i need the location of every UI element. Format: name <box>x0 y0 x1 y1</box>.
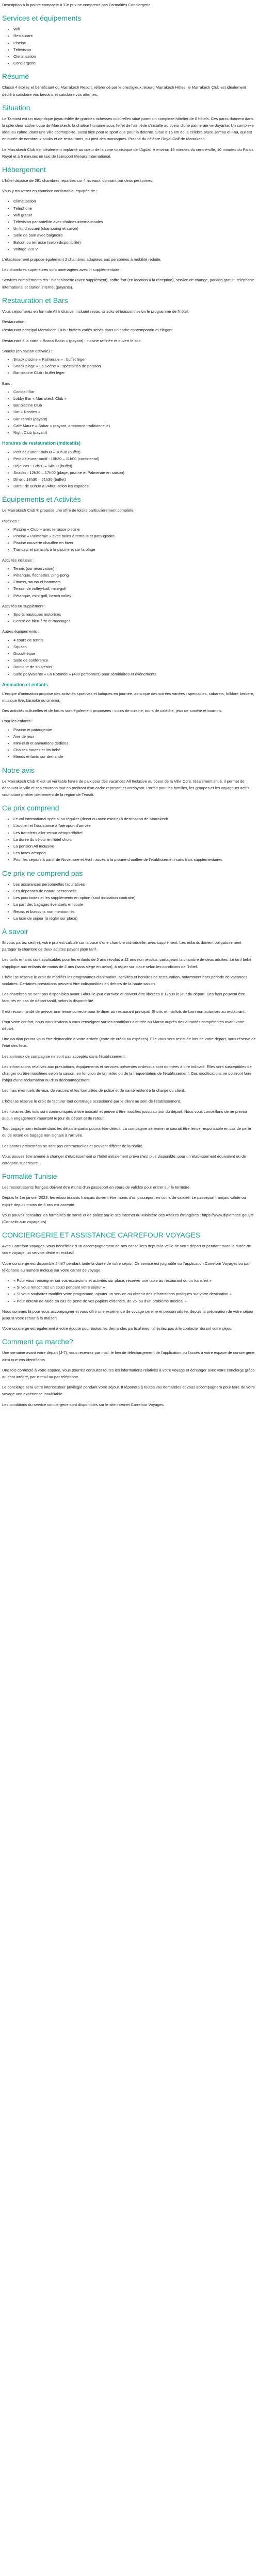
notre-avis-text: Le Marrakech Club ® est un véritable havre de paix pour des vacances All Inclusive au coeur de la Ville Ocre. Idéalement situé, il permet de découvrir la ville et ses environs tout en profitant d'un cadre reposant et verdoyant. Parfait pour les familles, les groupes et les voyageurs actifs souhaitant profiter pleinement de la région de Tensift. <box>2 778 250 798</box>
a-savoir-text-9: Les informations relatives aux prestations, équipements et services présentes ci-dessus sont données à titre indicatif. Elles sont susceptibles de changer ou être modifiées selon la saison, en fonction de la météo ou de la fréquentation de l'établissement. Ces modifications ne pourront faire l'objet d'une réclamation ou d'un dédommagement. <box>2 1064 252 1083</box>
kids-label: Pour les enfants : <box>2 719 33 724</box>
a-savoir-text-7: Une caution pourra vous être demandée à votre arrivée (carte de crédit ou espèces). Elle vous sera restituée lors de votre départ, sous réserve de l'état des lieux. <box>2 1037 256 1048</box>
piscine-item: • Piscine « Palmeraie » avec bains à remous et pataugeoire <box>13 533 256 539</box>
situation-heading: Situation <box>2 103 30 112</box>
a-savoir-text-13: Tout bagage non réclamé dans les délais impartis pourra être détruit. La compagnie aérienne ne saurait être tenue responsable en cas de perte ou de retard de bagage non signalé à l'arrivée. <box>2 1126 251 1138</box>
conciergerie-list <box>2 1277 256 1304</box>
snack-item: • Snack piscine « Palmeraie » : buffet léger <box>13 356 256 363</box>
resume-text: Classé 4 étoiles et bénéficiant du Marrakech Resort, référencé par le prestigieux réseau Marrakech Hôtes, le Marrakech Club est idéalement dédié à satisfaire vos besoins et satisfaire vos attentes. <box>2 85 246 97</box>
room-equipment-item: • Télévision par satellite avec chaînes internationales <box>13 218 256 225</box>
snack-item: • Bar piscine Club : buffet léger <box>13 369 256 376</box>
room-equipment-item: • Salle de bain avec baignoire <box>13 232 256 239</box>
a-savoir-text-2: Les tarifs enfants sont applicables pour les enfants de 2 ans révolus à 12 ans non révolus, partageant la chambre de deux adultes. Le tarif bébé s'applique aux enfants de moins de 2 ans (sans siège en avion), à régler sur place selon les conditions de l'hôtel. <box>2 957 252 969</box>
activite-item: • Pétanque, mini-golf, beach volley <box>13 592 256 599</box>
piscine-item: • Piscine couverte chauffée en hiver <box>13 539 256 546</box>
situation-text-1: Le Tamiost est un magnifique joyau édifié de grandes richesses culturelles situé parmi un complexe hôtelier de 8 hôtels. Ces parcs donnent dans la splendeur authentique de Marrakech, la chaleur humaine sous l'effet de l'air tiède s'installe au coeur d'une palmeraie verdoyante. Un complexe idéal au calme, dans une ville cosmopolite, aussi bien pour le sport que pour la détente. Situé à 15 km de la célèbre place Jemaa el-Fna, qui est entourée de nombreux souks et de restaurants, au pied des montagnes. Proche du célèbre Royal Golf de Marrakech. <box>2 116 254 142</box>
bars-label: Bars : <box>2 381 12 386</box>
prix-ne-comprend-pas-item: • Les dépenses de nature personnelle <box>13 888 256 894</box>
equipement-item: • Squash <box>13 643 256 650</box>
snacks-label: Snacks (en saison estivale) : <box>2 348 52 353</box>
prix-comprend-item: • Le vol international spécial ou régulier (direct ou avec escale) à destination de Marrakech <box>13 816 256 822</box>
prix-ne-comprend-pas-item: • La taxe de séjour (à régler sur place) <box>13 915 256 922</box>
restauration-text-3: Restaurant à la carte « Bocca Bacio » (payant) : cuisine raffinée et ouvert le soir <box>2 338 141 343</box>
bars-list <box>2 388 256 436</box>
horaire-item: • Déjeuner : 12h30 – 14h00 (buffet) <box>13 463 256 469</box>
formalite-text-3: Vous pouvez consulter les formalités de santé et de police sur le site internet du Ministère des Affaires étrangères : https://www.diplomatie.gouv.fr (Conseils aux voyageurs) <box>2 1212 254 1224</box>
formalite-text-1: Les ressortissants français doivent être munis d'un passeport en cours de validité pour entrer sur le territoire. <box>2 1185 191 1190</box>
equipements-heading: Équipements et Activités <box>2 495 81 504</box>
comment-ca-marche-heading: Comment ça marche? <box>2 1337 73 1346</box>
sport-label: Activités en supplément : <box>2 603 46 608</box>
snacks-list <box>2 356 256 377</box>
conciergerie-item: • « Pour obtenir de l'aide en cas de perte de vos papiers d'identité, de vol ou d'un problème médical » <box>13 1298 256 1304</box>
piscines-label: Piscines : <box>2 518 19 523</box>
prix-ne-comprend-pas-list <box>2 881 256 922</box>
service-item: • Wifi <box>13 26 256 32</box>
service-item: • Restaurant <box>13 32 256 39</box>
a-savoir-text-8: Les animaux de compagnie ne sont pas acceptés dans l'établissement. <box>2 1054 126 1059</box>
activite-item: • Pétanque, fléchettes, ping-pong <box>13 572 256 579</box>
hebergement-text-4: Les chambres supérieures sont aménagées avec lit supplémentaire. <box>2 267 121 273</box>
snack-item: • Snack plage « La Scène » : spécialités de poisson <box>13 363 256 369</box>
prix-ne-comprend-pas-heading: Ce prix ne comprend pas <box>2 869 83 877</box>
situation-text-2: Le Marrakech Club est idéalement implanté au coeur de la zone touristique de l'Agdal. À environ 15 minutes du centre-ville, 10 minutes du Palais Royal et à 5 minutes en taxi de l'aéroport Menara International. <box>2 147 254 159</box>
a-savoir-text-6: Pour votre confort, nous vous invitons à vous renseigner sur les conditions d'entrée au Maroc auprès des autorités compétentes avant votre départ. <box>2 1019 245 1031</box>
prix-comprend-item: • Pour les séjours à partir de Novembre et Avril : accès à la piscine chauffée de l'établissement sans frais supplémentaires <box>13 856 256 863</box>
prix-ne-comprend-pas-item: • Les assurances personnelles facultatives <box>13 881 256 888</box>
activites-label: Activités incluses : <box>2 557 35 563</box>
bar-item: • Lobby Bar « Marrakech Club » <box>13 395 256 402</box>
piscine-item: • Piscine « Club » avec terrasse piscine <box>13 526 256 533</box>
a-savoir-text-10: Les frais éventuels de visa, de vaccins et les formalités de police et de santé restent à la charge du client. <box>2 1088 185 1093</box>
hebergement-heading: Hébergement <box>2 165 46 174</box>
a-savoir-text-3: L'hôtel se réserve le droit de modifier les programmes d'animation, activités et horaires de restauration, notamment hors période de vacances scolaires. Certaines prestations peuvent être indisponibles en dehors de la haute saison. <box>2 974 248 986</box>
hebergement-text-2: Vous y trouverez en chambre confortable, équipée de : <box>2 189 98 194</box>
equipement-item: • 4 cours de tennis <box>13 637 256 643</box>
a-savoir-text-11: L'hôtel se réserve le droit de facturer tout dommage occasionné par le client au sein de l'établissement. <box>2 1098 181 1104</box>
conciergerie-text-2: Votre concierge est disponible 24h/7 pendant toute la durée de votre séjour. Ce service est joignable via l'application Carrefour Voyages ou par téléphone au numéro indiqué sur votre carnet de voyage. <box>2 1261 250 1273</box>
horaire-item: • Petit déjeuner tardif : 10h30 – 11h00 (continental) <box>13 455 256 462</box>
bar-item: • Bar Tennis (payant) <box>13 416 256 422</box>
prix-comprend-item: • Les taxes aéroport <box>13 850 256 856</box>
prix-ne-comprend-pas-item: • La part des bagages éventuels en soute <box>13 901 256 908</box>
conciergerie-item: • « Si vous rencontrez un souci pendant votre séjour » <box>13 1284 256 1291</box>
services-heading: Services et équipements <box>2 14 82 23</box>
piscines-list <box>2 526 256 553</box>
kids-item: • Menus enfants sur demande <box>13 753 256 760</box>
comment-text-4: Les conditions du service conciergerie sont disponibles sur le site internet Carrefour Voyages. <box>2 1402 165 1407</box>
room-equipment-item: • Un kit d'accueil (shampoing et savon) <box>13 225 256 232</box>
autres-label: Autres équipements : <box>2 629 39 634</box>
bar-item: • Café Maure « Sahar » (payant, ambiance traditionnelle) <box>13 422 256 429</box>
activite-item: • Terrain de volley-ball, mini-golf <box>13 585 256 592</box>
equipement-item: • Boutique de souvenirs <box>13 664 256 670</box>
bar-item: • Bar « Rasties » <box>13 409 256 415</box>
a-savoir-text-14: Les photos présentées ne sont pas contractuelles et peuvent différer de la réalité. <box>2 1143 143 1148</box>
comment-text-2: Une fois connecté à votre espace, vous pourrez consulter toutes les informations relatives à votre voyage et échanger avec votre concierge grâce au chat intégré, par e-mail ou par téléphone. <box>2 1367 255 1380</box>
hebergement-list <box>2 198 256 252</box>
horaire-item: • Snacks : 12h30 – 17h00 (plage, piscine et Palmeraie en saison) <box>13 469 256 476</box>
horaires-list <box>2 449 256 489</box>
room-equipment-item: • Climatisation <box>13 198 256 205</box>
activite-payante-item: • Centre de bien-être et massages <box>13 618 256 624</box>
prix-comprend-heading: Ce prix comprend <box>2 804 59 812</box>
animation-text-2: Des activités culturelles et de loisirs sont également proposées : cours de cuisine, tours de calèche, jeux de société et tournois. <box>2 708 223 714</box>
prix-comprend-item: • Les transferts aller-retour aéroport/hôtel <box>13 829 256 836</box>
equipement-item: • Salle polyvalente « La Rotonde » (480 personnes) pour séminaires et événements <box>13 671 256 677</box>
piscine-item: • Transats et parasols à la piscine et sur la plage <box>13 546 256 553</box>
formalite-text-2: Depuis le 1er janvier 2023, les ressortissants français doivent être munis d'un passeport en cours de validité. Le passeport français valide ou expiré depuis moins de 5 ans est accepté. <box>2 1195 246 1207</box>
hebergement-text-3: L'établissement propose également 2 chambres adaptées aux personnes à mobilité réduite. <box>2 257 162 262</box>
hebergement-text-5: Services complémentaires : blanchisserie (avec supplément), coffre-fort (en location à la réception), service de change, parking gratuit, téléphone international et station internet (payants). <box>2 278 254 290</box>
conciergerie-heading: CONCIERGERIE ET ASSISTANCE CARREFOUR VOYAGES <box>2 1231 201 1240</box>
animation-heading: Animation et enfants <box>2 682 49 687</box>
animation-text-1: L'équipe d'animation propose des activités sportives et ludiques en journée, ainsi que des soirées variées : spectacles, cabarets, folklore berbère, musique live, karaoké ou cinéma. <box>2 691 254 703</box>
conciergerie-item: • « Pour vous renseigner sur vos excursions et activités sur place, réserver une table au restaurant ou un transfert » <box>13 1277 256 1284</box>
prix-comprend-item: • La pension All Inclusive <box>13 843 256 850</box>
horaire-item: • Dîner : 18h30 – 21h30 (buffet) <box>13 476 256 483</box>
kids-list <box>2 726 256 760</box>
activites-list <box>2 565 256 599</box>
conciergerie-text-1: Avec Carrefour Voyages, vous bénéficiez d'un accompagnement de nos conseillers depuis la veille de votre départ et pendant toute la durée de votre voyage, un service dédié et exclusif. <box>2 1244 251 1256</box>
a-savoir-text-15: Vous pouvez être amené à changer d'établissement si l'hôtel initialement prévu n'est plus disponible, pour un établissement équivalent ou de catégorie supérieure. <box>2 1154 246 1165</box>
restauration-label: Restauration : <box>2 319 27 325</box>
horaires-heading: Horaires de restauration (indicatifs) <box>2 440 81 446</box>
kids-item: • Chaises hautes et lits bébé <box>13 747 256 753</box>
a-savoir-heading: À savoir <box>2 927 28 936</box>
room-equipment-item: • Balcon ou terrasse (selon disponibilité) <box>13 239 256 246</box>
conciergerie-text-3: Nous sommes là pour vous accompagner et vous offrir une expérience de voyage sereine et personnalisée, depuis la préparation de votre séjour jusqu'à votre retour à la maison. <box>2 1309 254 1321</box>
equipement-item: • Salle de conférence <box>13 657 256 664</box>
sport-list <box>2 611 256 624</box>
service-item: • Conciergerie <box>13 60 256 66</box>
bar-item: • Bar piscine Club <box>13 402 256 409</box>
bar-item: • Cocktail Bar <box>13 388 256 395</box>
prix-comprend-list <box>2 816 256 863</box>
equipements-text: Le Marrakech Club ® propose une offre de loisirs particulièrement complète. <box>2 508 135 513</box>
restauration-heading: Restauration et Bars <box>2 296 68 304</box>
horaire-item: • Petit déjeuner : 06h00 – 10h30 (buffet) <box>13 449 256 455</box>
bar-item: • Night Club (payant) <box>13 429 256 436</box>
prix-ne-comprend-pas-item: • Repas et boissons non mentionnés <box>13 908 256 915</box>
a-savoir-text-4: Les chambres ne sont pas disponibles avant 14h00 le jour d'arrivée et doivent être libérées à 12h00 le jour du départ. Des frais peuvent être facturés en cas de départ tardif, selon la disponibilité. <box>2 992 245 1004</box>
comment-text-1: Une semaine avant votre départ (J-7), vous recevrez par mail, le lien de téléchargement de l'application ou l'accès à votre espace de conciergerie ainsi que vos identifiants. <box>2 1350 255 1362</box>
activite-item: • Fitness, sauna et hammam <box>13 579 256 585</box>
prix-comprend-item: • La durée du séjour en hôtel choisi <box>13 836 256 843</box>
a-savoir-text-5: Il est recommandé de prévoir une tenue correcte pour le dîner au restaurant principal. Shorts et maillots de bain non autorisés au restaurant. <box>2 1009 246 1014</box>
kids-item: • Mini-club et animations dédiées <box>13 740 256 747</box>
restauration-text-2: Restaurant principal Marrakech Club : buffets variés servis dans un cadre contemporain et élégant <box>2 328 173 333</box>
room-equipment-item: • Téléphone <box>13 205 256 212</box>
activite-item: • Tennis (sur réservation) <box>13 565 256 572</box>
horaire-item: • Bars : de 08h00 à 24h00 selon les espaces <box>13 483 256 489</box>
service-item: • Télévision <box>13 46 256 53</box>
autres-list <box>2 637 256 677</box>
conciergerie-text-4: Votre concierge est également à votre écoute pour toutes les demandes particulières, n'hésitez pas à le contacter durant votre séjour. <box>2 1326 234 1331</box>
intro-text: Description à la pointe compacte à 'Ce prix ne comprend pas Formalités Conciergerie <box>2 3 151 7</box>
service-item: • Piscine <box>13 40 256 46</box>
kids-item: • Aire de jeux <box>13 733 256 740</box>
hebergement-text-1: L'hôtel dispose de 281 chambres réparties sur 4 niveaux, donnant par deux personnes. <box>2 178 154 183</box>
service-item: • Climatisation <box>13 53 256 60</box>
comment-text-3: Le concierge sera votre interlocuteur privilégié pendant votre séjour. Il répondra à toutes vos demandes et vous accompagnera pour faire de votre voyage une expérience inoubliable. <box>2 1385 255 1397</box>
a-savoir-text-1: Si vous partez seul(e), votre prix est calculé sur la base d'une chambre individuelle, avec supplément. Les enfants doivent obligatoirement partager la chambre de deux adultes payant plein tarif. <box>2 940 241 952</box>
formalite-heading: Formalité Tunisie <box>2 1172 57 1181</box>
restauration-text-1: Vous séjournerez en formule All Inclusive, incluant repas, snacks et boissons selon le programme de l'hôtel. <box>2 309 189 314</box>
prix-ne-comprend-pas-item: • Les pourboires et les suppléments en option (sauf indication contraire) <box>13 894 256 901</box>
room-equipment-item: • Wifi gratuit <box>13 212 256 218</box>
notre-avis-heading: Notre avis <box>2 766 35 774</box>
prix-comprend-item: • L'accueil et l'assistance à l'aéroport d'arrivée <box>13 822 256 829</box>
a-savoir-text-12: Les horaires des vols sont communiqués à titre indicatif et peuvent être modifiés jusqu'au jour du départ. Nous vous conseillons de ne prévoir aucun engagement important le jour du départ et du retour. <box>2 1109 248 1121</box>
kids-item: • Piscine et pataugeoire <box>13 726 256 733</box>
conciergerie-item: • « Si vous souhaitez modifier votre programme, ajouter un service ou obtenir des informations pratiques sur votre destination » <box>13 1291 256 1297</box>
activite-payante-item: • Sports nautiques motorisés <box>13 611 256 618</box>
services-list <box>2 26 256 66</box>
equipement-item: • Discothèque <box>13 650 256 657</box>
resume-heading: Résumé <box>2 72 29 81</box>
room-equipment-item: • Voltage 220 V <box>13 246 256 252</box>
